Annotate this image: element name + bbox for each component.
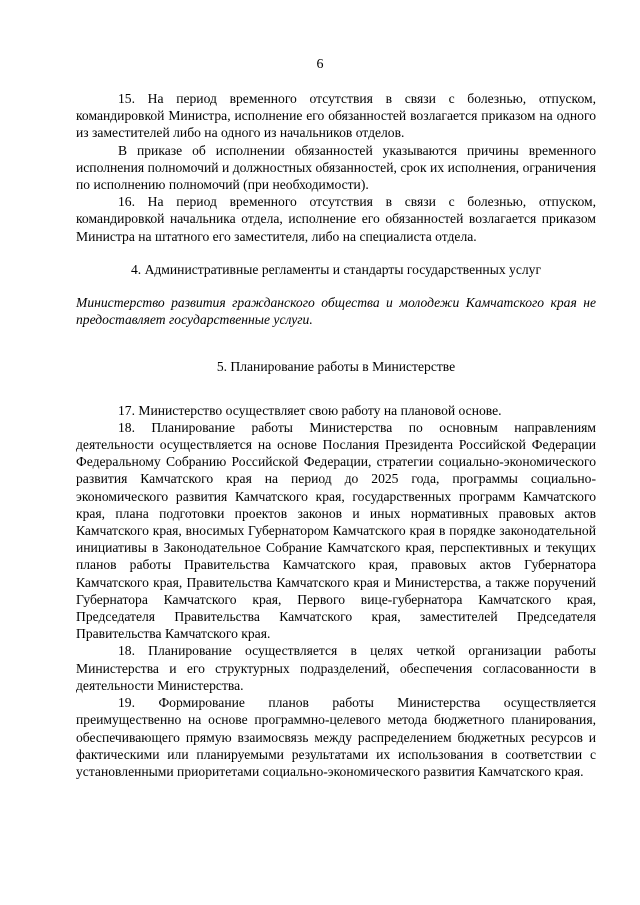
paragraph-15: 15. На период временного отсутствия в связи с болезнью, отпуском, командировкой Министра, исполнение его обязанностей возлагается приказом на одного из заместителей либо на одного из начальников отделов. xyxy=(76,91,596,141)
section-5-heading: 5. Планирование работы в Министерстве xyxy=(216,359,456,375)
section-4-text: Министерство развития гражданского общества и молодежи Камчатского края не предоставляет государственные услуги. xyxy=(76,295,596,328)
paragraph-19: 19. Формирование планов работы Министерства осуществляется преимущественно на основе программно-целевого метода бюджетного планирования, обеспечивающего прямую взаимосвязь между распределением бюджетных ресурсов и фактическими или планируемыми результатами их использования в соответствии с установленными приоритетами социально-экономического развития Камчатского края. xyxy=(76,695,596,779)
document-body xyxy=(76,90,596,780)
page-number: 6 xyxy=(316,57,324,72)
paragraph-16: 16. На период временного отсутствия в связи с болезнью, отпуском, командировкой начальника отдела, исполнение его обязанностей возлагается приказом Министра на штатного его заместителя, либо на специалиста отдела. xyxy=(76,194,596,244)
paragraph-18-basis: 18. Планирование работы Министерства по основным направлениям деятельности осуществляется на основе Послания Президента Российской Федерации Федеральному Собранию Российской Федерации, стратегии социально-экономического развития Камчатского края на период до 2025 года, программы социально-экономического развития Камчатского края, государственных программ Камчатского края, плана подготовки проектов законов и иных нормативных правовых актов Камчатского края, вносимых Губернатором Камчатского края в порядке законодательной инициативы в Законодательное Собрание Камчатского края, перспективных и текущих планов работы Правительства Камчатского края, правовых актов Губернатора Камчатского края, Правительства Камчатского края и Министерства, а также поручений Губернатора Камчатского края, Первого вице-губернатора Камчатского края, Председателя Правительства Камчатского края, заместителей Председателя Правительства Камчатского края. xyxy=(76,419,596,642)
paragraph-order-details: В приказе об исполнении обязанностей указываются причины временного исполнения полномочий и должностных обязанностей, срок их исполнения, ограничения по исполнению полномочий (при необходимости). xyxy=(76,142,596,193)
section-4-heading: 4. Административные регламенты и стандарты государственных услуг xyxy=(130,261,542,277)
paragraph-18-goals: 18. Планирование осуществляется в целях четкой организации работы Министерства и его структурных подразделений, обеспечения согласованности в деятельности Министерства. xyxy=(76,643,596,693)
paragraph-17: 17. Министерство осуществляет свою работу на плановой основе. xyxy=(118,402,502,418)
